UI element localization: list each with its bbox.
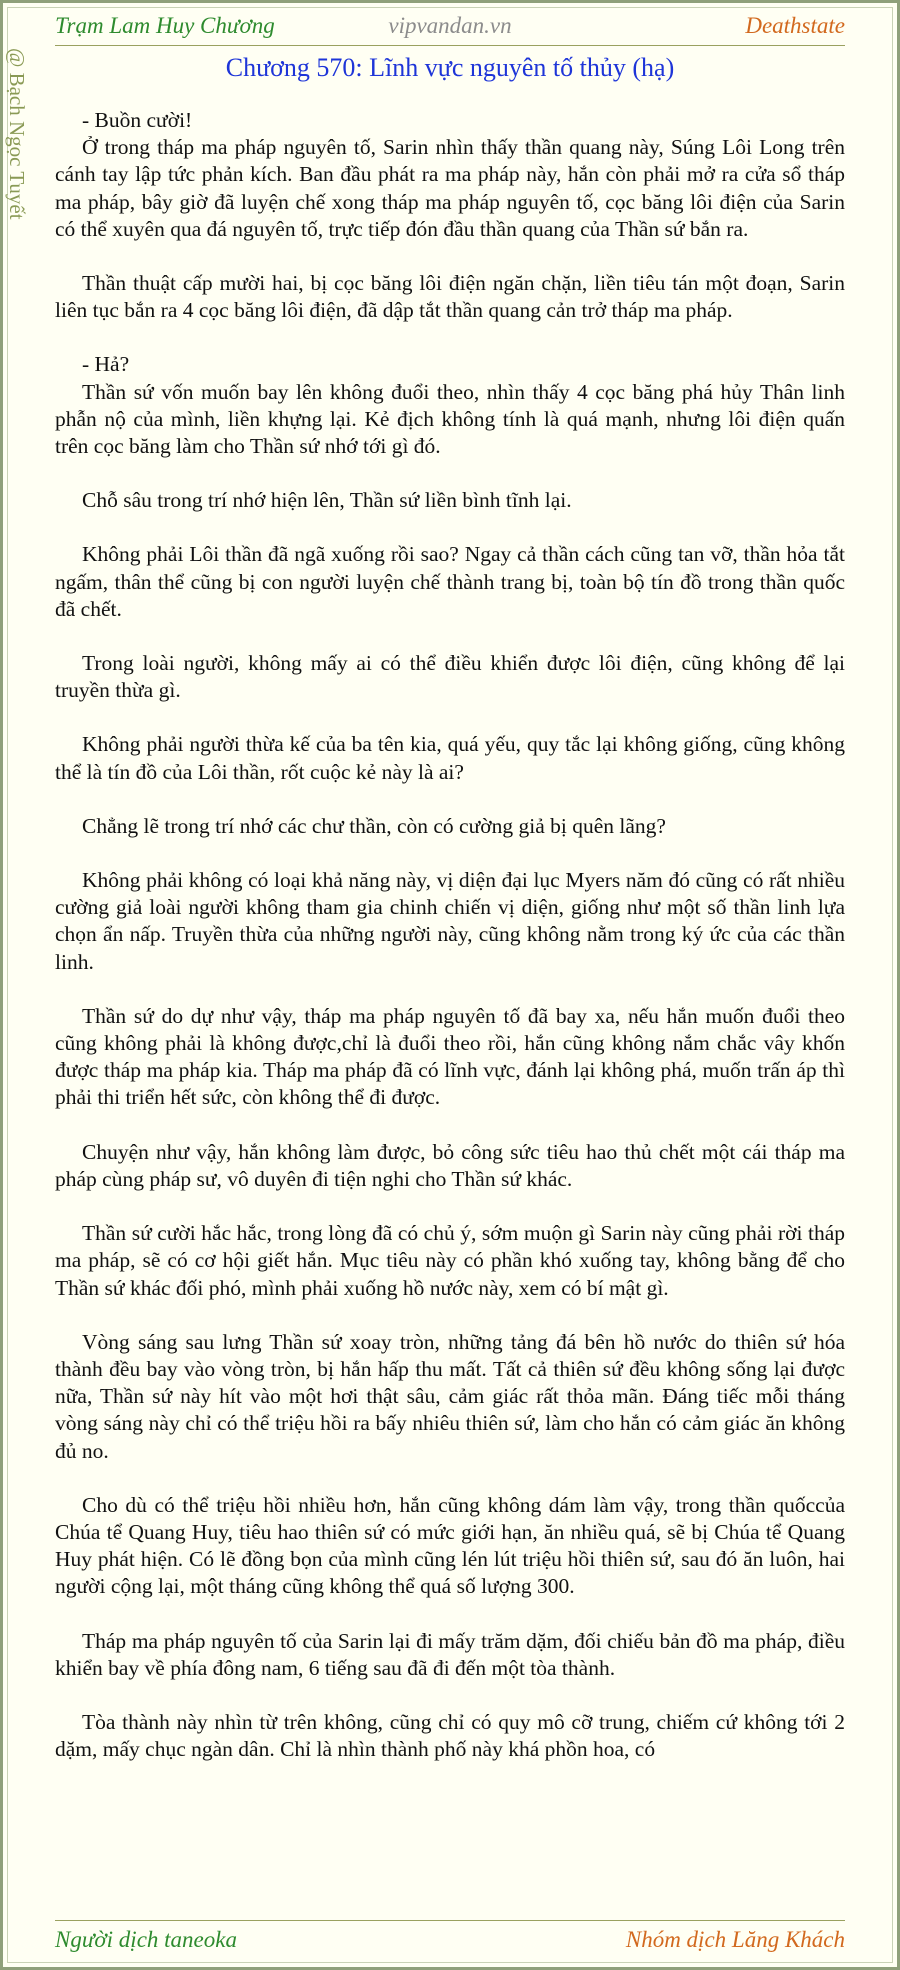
page-header <box>55 9 845 46</box>
paragraph: Không phải không có loại khả năng này, vị diện đại lục Myers năm đó cũng có rất nhiều cường giả loài người không tham gia chinh chiến vị diện, giống như một số thần linh lựa chọn ẩn nấp. Truyền thừa của những người này, cũng không nằm trong ký ức của các thần linh. <box>55 868 845 974</box>
paragraph: Thần thuật cấp mười hai, bị cọc băng lôi điện ngăn chặn, liền tiêu tán một đoạn, Sarin liên tục bắn ra 4 cọc băng lôi điện, đã dập tắt thần quang cản trở tháp ma pháp. <box>55 271 845 323</box>
side-credit <box>5 48 41 268</box>
page-footer <box>55 1920 845 1955</box>
paragraph: Tháp ma pháp nguyên tố của Sarin lại đi mấy trăm dặm, đối chiếu bản đồ ma pháp, điều khiển bay về phía đông nam, 6 tiếng sau đã đi đến một tòa thành. <box>55 1628 845 1680</box>
paragraph: Chỗ sâu trong trí nhớ hiện lên, Thần sứ liền bình tĩnh lại. <box>82 488 572 513</box>
paragraph: Trong loài người, không mấy ai có thể điều khiển được lôi điện, cũng không để lại truyền thừa gì. <box>55 651 845 703</box>
side-credit-text: @ Bạch Ngọc Tuyết <box>5 48 29 220</box>
footer-group-text: Nhóm dịch Lăng Khách <box>625 1927 845 1952</box>
paragraph: - Hả? <box>82 352 130 377</box>
chapter-body <box>55 107 845 1889</box>
paragraph: Không phải người thừa kế của ba tên kia, quá yếu, quy tắc lại không giống, cũng không thể là tín đồ của Lôi thần, rốt cuộc kẻ này là ai? <box>55 732 845 784</box>
paragraph: Thần sứ vốn muốn bay lên không đuổi theo, nhìn thấy 4 cọc băng phá hủy Thân linh phẫn nộ của mình, liền khựng lại. Kẻ địch không tính là quá mạnh, nhưng lôi điện quấn trên cọc băng làm cho Thần sứ nhớ tới gì đó. <box>55 379 845 459</box>
header-site-text: vipvandan.vn <box>388 13 512 38</box>
chapter-title: Chương 570: Lĩnh vực nguyên tố thủy (hạ) <box>225 53 675 82</box>
paragraph: Chẳng lẽ trong trí nhớ các chư thần, còn có cường giả bị quên lãng? <box>82 813 666 838</box>
paragraph: Vòng sáng sau lưng Thần sứ xoay tròn, những tảng đá bên hồ nước do thiên sứ hóa thành đều bay vào vòng tròn, bị hắn hấp thu mất. Tất cả thiên sứ đều không sống lại được nữa, Thần sứ này hít vào một hơi thật sâu, cảm giác rất thỏa mãn. Đáng tiếc mỗi tháng vòng sáng này chỉ có thể triệu hồi ra bấy nhiêu thiên sứ, làm cho hắn có cảm giác ăn không đủ no. <box>55 1329 845 1463</box>
header-left-text: Trạm Lam Huy Chương <box>55 13 275 38</box>
paragraph: Tòa thành này nhìn từ trên không, cũng chỉ có quy mô cỡ trung, chiếm cứ không tới 2 dặm, mấy chục ngàn dân. Chỉ là nhìn thành phố này khá phồn hoa, có <box>55 1709 845 1762</box>
paragraph: Ở trong tháp ma pháp nguyên tố, Sarin nhìn thấy thần quang này, Súng Lôi Long trên cánh tay lập tức phản kích. Ban đầu phát ra ma pháp này, hắn còn phải mở ra cửa sổ tháp ma pháp, bây giờ đã luyện chế xong tháp ma pháp nguyên tố, cọc băng lôi điện của Sarin có thể xuyên qua đá nguyên tố, trực tiếp đón đầu thần quang của Thần sứ bắn ra. <box>55 135 845 241</box>
header-right-text: Deathstate <box>745 13 845 38</box>
paragraph: Thần sứ do dự như vậy, tháp ma pháp nguyên tố đã bay xa, nếu hắn muốn đuổi theo cũng không phải là không được,chỉ là đuổi theo rồi, hắn cũng không nắm chắc vây khốn được tháp ma pháp kia. Tháp ma pháp đã có lĩnh vực, đánh lại không phá, muốn trấn áp thì phải thi triển hết sức, còn không thể đi được. <box>55 1003 845 1110</box>
paragraph: Cho dù có thể triệu hồi nhiều hơn, hắn cũng không dám làm vậy, trong thần quốccủa Chúa tể Quang Huy, tiêu hao thiên sứ có mức giới hạn, ăn nhiều quá, sẽ bị Chúa tể Quang Huy phát hiện. Có lẽ đồng bọn của mình cũng lén lút triệu hồi thiên sứ, sau đó ăn luôn, hai người cộng lại, một tháng cũng không thể quá số lượng 300. <box>55 1492 845 1599</box>
paragraph: Không phải Lôi thần đã ngã xuống rồi sao? Ngay cả thần cách cũng tan vỡ, thần hỏa tắt ngấm, thân thể cũng bị con người luyện chế thành trang bị, toàn bộ tín đồ trong thần quốc đã chết. <box>55 542 845 621</box>
footer-translator-text: Người dịch taneoka <box>55 1927 237 1952</box>
paragraph: Thần sứ cười hắc hắc, trong lòng đã có chủ ý, sớm muộn gì Sarin này cũng phải rời tháp ma pháp, sẽ có cơ hội giết hắn. Mục tiêu này có phần khó xuống tay, không bằng để cho Thần sứ khác đối phó, mình phải xuống hồ nước này, xem có bí mật gì. <box>55 1221 845 1300</box>
paragraph: - Buồn cười! <box>82 108 193 132</box>
paragraph: Chuyện như vậy, hắn không làm được, bỏ công sức tiêu hao thủ chết một cái tháp ma pháp cùng pháp sư, vô duyên đi tiện nghi cho Thần sứ khác. <box>55 1139 845 1191</box>
